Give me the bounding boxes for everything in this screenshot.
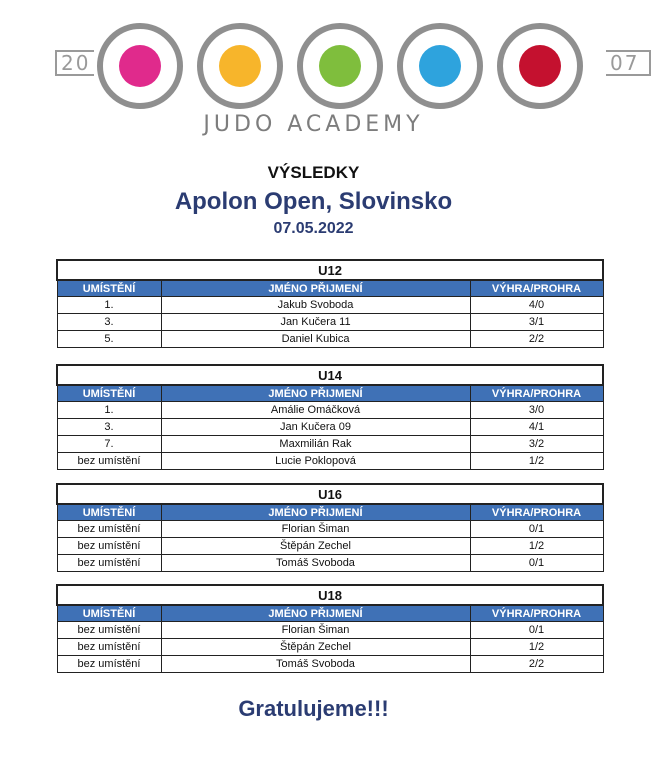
col-header-place: UMÍSTĚNÍ (57, 385, 161, 402)
col-header-name: JMÉNO PŘIJMENÍ (161, 504, 470, 521)
name-cell: Maxmilián Rak (161, 436, 470, 453)
col-header-score: VÝHRA/PROHRA (470, 605, 603, 622)
place-cell: bez umístění (57, 538, 161, 555)
score-cell: 2/2 (470, 331, 603, 348)
place-cell: bez umístění (57, 555, 161, 572)
score-cell: 3/2 (470, 436, 603, 453)
place-cell: 3. (57, 314, 161, 331)
category-title: U12 (57, 260, 603, 280)
name-cell: Lucie Poklopová (161, 453, 470, 470)
score-cell: 2/2 (470, 656, 603, 673)
place-cell: bez umístění (57, 521, 161, 538)
table-row (57, 436, 603, 453)
congratulations-text: Gratulujeme!!! (238, 696, 389, 721)
score-cell: 0/1 (470, 555, 603, 572)
table-row (57, 622, 603, 639)
results-table-u16 (56, 483, 604, 572)
score-cell: 3/0 (470, 402, 603, 419)
score-cell: 4/0 (470, 297, 603, 314)
table-row (57, 538, 603, 555)
score-cell: 1/2 (470, 453, 603, 470)
place-cell: 3. (57, 419, 161, 436)
logo-academy-text: JUDO ACADEMY (203, 112, 424, 137)
place-cell: bez umístění (57, 656, 161, 673)
logo-year-left: 20 (55, 50, 94, 76)
name-cell: Jakub Svoboda (161, 297, 470, 314)
table-row (57, 656, 603, 673)
col-header-place: UMÍSTĚNÍ (57, 280, 161, 297)
name-cell: Jan Kučera 11 (161, 314, 470, 331)
logo-ring-dot (319, 45, 361, 87)
place-cell: 1. (57, 297, 161, 314)
table-row (57, 555, 603, 572)
name-cell: Amálie Omáčková (161, 402, 470, 419)
col-header-place: UMÍSTĚNÍ (57, 605, 161, 622)
results-table-u18 (56, 584, 604, 673)
name-cell: Tomáš Svoboda (161, 656, 470, 673)
event-title: Apolon Open, Slovinsko (174, 188, 453, 215)
score-cell: 1/2 (470, 538, 603, 555)
place-cell: 7. (57, 436, 161, 453)
logo-year-right: 07 (606, 50, 651, 76)
col-header-name: JMÉNO PŘIJMENÍ (161, 280, 470, 297)
name-cell: Daniel Kubica (161, 331, 470, 348)
score-cell: 3/1 (470, 314, 603, 331)
name-cell: Jan Kučera 09 (161, 419, 470, 436)
col-header-score: VÝHRA/PROHRA (470, 280, 603, 297)
col-header-name: JMÉNO PŘIJMENÍ (161, 605, 470, 622)
name-cell: Tomáš Svoboda (161, 555, 470, 572)
results-label: VÝSLEDKY (267, 163, 360, 182)
table-row (57, 453, 603, 470)
score-cell: 0/1 (470, 622, 603, 639)
table-row (57, 639, 603, 656)
place-cell: bez umístění (57, 453, 161, 470)
results-table-u14 (56, 364, 604, 470)
col-header-score: VÝHRA/PROHRA (470, 385, 603, 402)
table-row (57, 419, 603, 436)
event-date: 07.05.2022 (273, 220, 354, 237)
col-header-name: JMÉNO PŘIJMENÍ (161, 385, 470, 402)
category-title: U16 (57, 484, 603, 504)
score-cell: 0/1 (470, 521, 603, 538)
place-cell: bez umístění (57, 639, 161, 656)
category-title: U14 (57, 365, 603, 385)
table-row (57, 297, 603, 314)
place-cell: bez umístění (57, 622, 161, 639)
results-table-u12 (56, 259, 604, 348)
name-cell: Štěpán Zechel (161, 639, 470, 656)
score-cell: 1/2 (470, 639, 603, 656)
table-row (57, 521, 603, 538)
score-cell: 4/1 (470, 419, 603, 436)
place-cell: 1. (57, 402, 161, 419)
table-row (57, 331, 603, 348)
table-row (57, 402, 603, 419)
place-cell: 5. (57, 331, 161, 348)
name-cell: Florian Šiman (161, 622, 470, 639)
col-header-score: VÝHRA/PROHRA (470, 504, 603, 521)
name-cell: Štěpán Zechel (161, 538, 470, 555)
col-header-place: UMÍSTĚNÍ (57, 504, 161, 521)
table-row (57, 314, 603, 331)
logo-ring-dot (419, 45, 461, 87)
category-title: U18 (57, 585, 603, 605)
name-cell: Florian Šiman (161, 521, 470, 538)
logo-ring-dot (219, 45, 261, 87)
logo-ring-dot (119, 45, 161, 87)
logo-ring-dot (519, 45, 561, 87)
